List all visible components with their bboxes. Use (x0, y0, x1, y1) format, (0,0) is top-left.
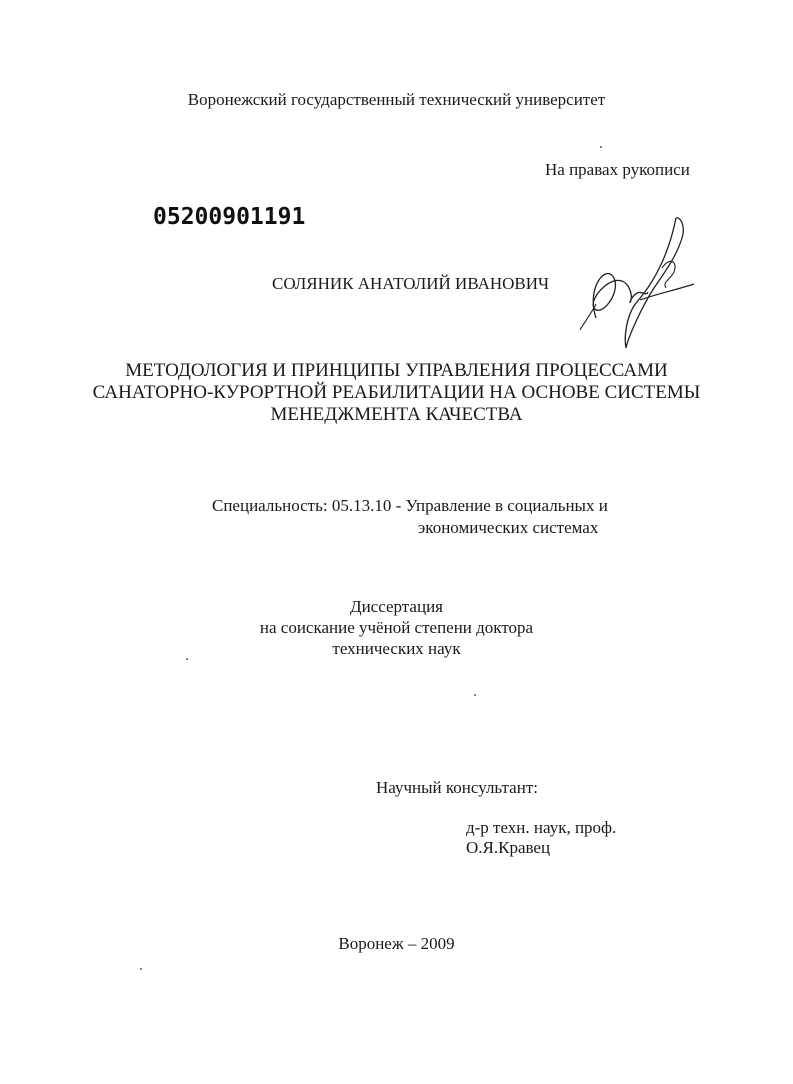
author-name: СОЛЯНИК АНАТОЛИЙ ИВАНОВИЧ (272, 274, 550, 293)
scan-speck (140, 968, 142, 970)
scan-speck (600, 146, 602, 148)
specialty-line-2: экономических системах (418, 518, 599, 537)
scan-speck (474, 694, 476, 696)
university-name: Воронежский государственный технический университет (187, 90, 606, 109)
dissertation-line: Диссертация (349, 597, 443, 616)
title-line: МЕНЕДЖМЕНТА КАЧЕСТВА (270, 404, 523, 425)
specialty-line-1: Специальность: 05.13.10 - Управление в социальных и (212, 496, 608, 515)
city-year: Воронеж – 2009 (338, 934, 455, 953)
manuscript-rights-note: На правах рукописи (545, 160, 690, 179)
title-line: САНАТОРНО-КУРОРТНОЙ РЕАБИЛИТАЦИИ НА ОСНОВЕ СИСТЕМЫ (92, 382, 701, 403)
signature-image (566, 208, 702, 358)
registration-code: 05200901191 (153, 204, 306, 230)
consultant-label: Научный консультант: (376, 778, 538, 797)
dissertation-type (0, 596, 793, 659)
scan-speck (186, 658, 188, 660)
title-line: МЕТОДОЛОГИЯ И ПРИНЦИПЫ УПРАВЛЕНИЯ ПРОЦЕССАМИ (125, 360, 668, 381)
dissertation-line: на соискание учёной степени доктора (259, 618, 534, 637)
consultant-name: О.Я.Кравец (466, 838, 551, 857)
dissertation-line: технических наук (332, 639, 461, 658)
consultant-degree: д-р техн. наук, проф. (466, 818, 617, 837)
dissertation-title (0, 360, 793, 426)
